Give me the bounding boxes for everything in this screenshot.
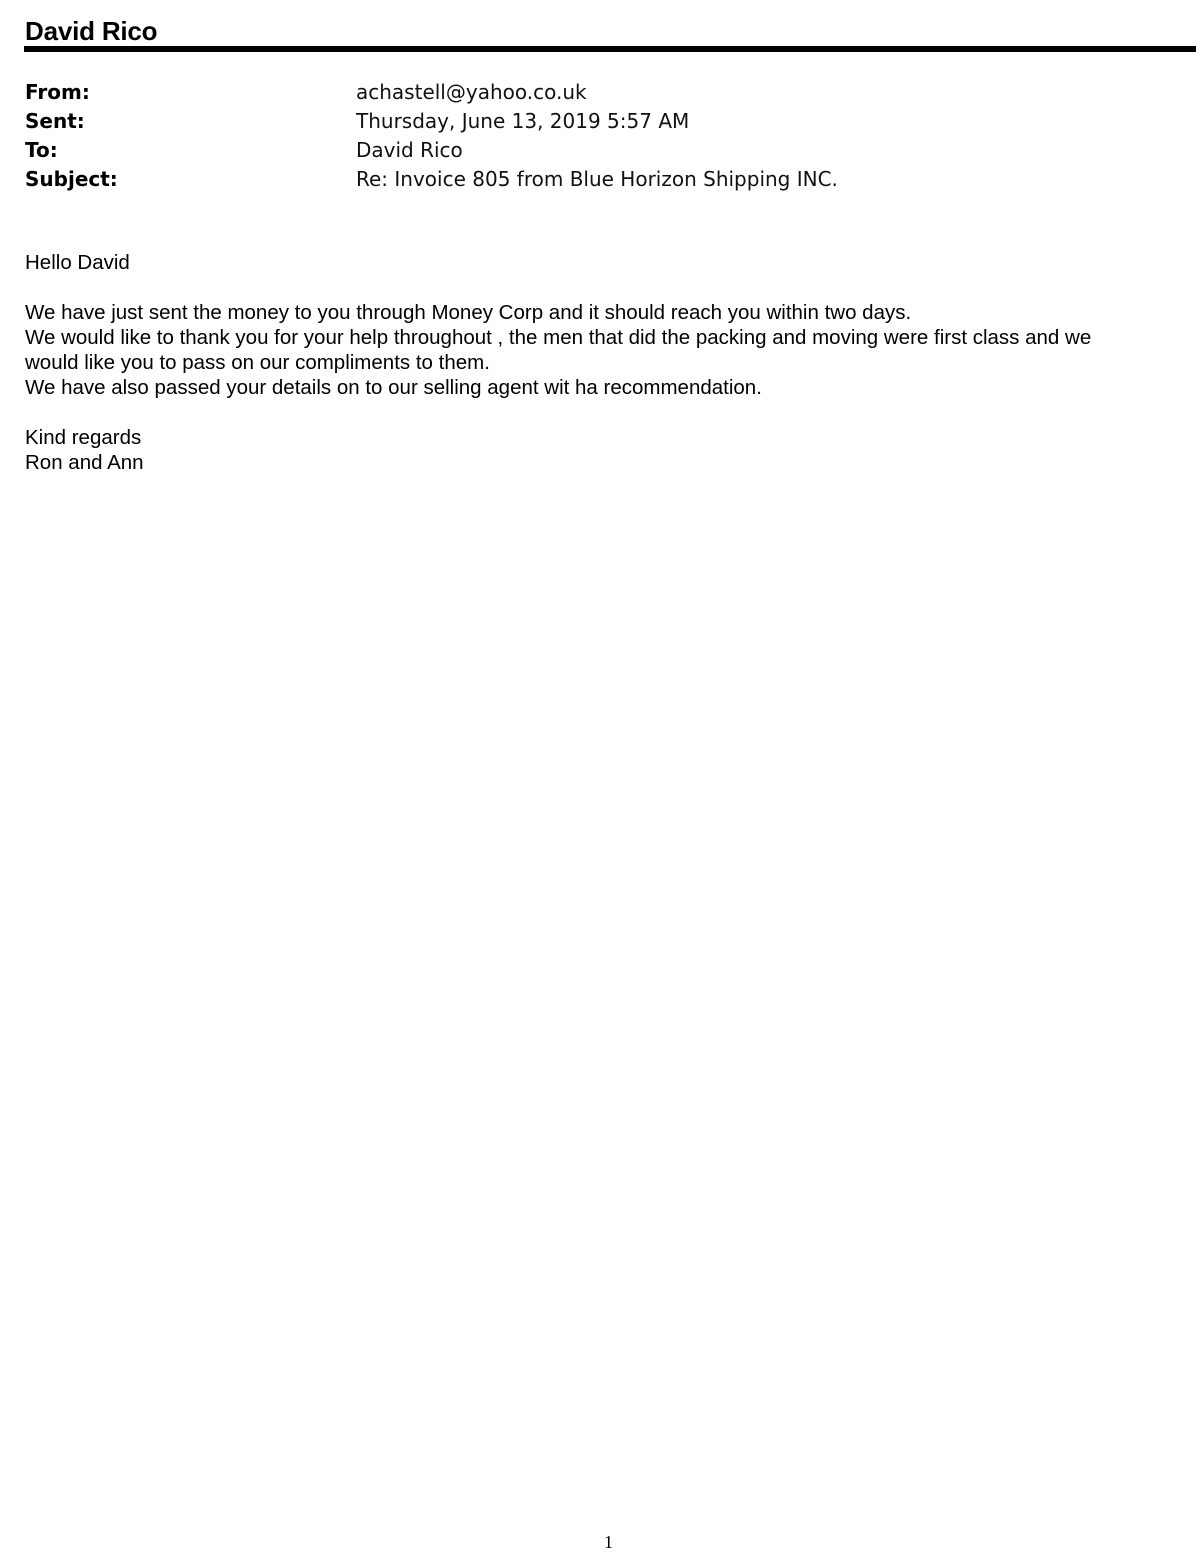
body-line: We would like to thank you for your help throughout , the men that did the packing and moving were first class and we — [25, 326, 1092, 349]
to-value: David Rico — [356, 138, 463, 162]
subject-row — [25, 165, 838, 194]
subject-label: Subject: — [25, 167, 118, 191]
sent-row — [25, 107, 838, 136]
subject-value: Re: Invoice 805 from Blue Horizon Shipping INC. — [356, 167, 838, 191]
print-header-title: David Rico — [25, 16, 158, 46]
message-body — [25, 250, 1175, 475]
body-line: would like you to pass on our compliments to them. — [25, 351, 490, 374]
sent-value: Thursday, June 13, 2019 5:57 AM — [356, 109, 690, 133]
to-row — [25, 136, 838, 165]
sent-label: Sent: — [25, 109, 85, 133]
body-line: We have just sent the money to you through Money Corp and it should reach you within two days. — [25, 301, 912, 324]
from-row — [25, 78, 838, 107]
paragraph-gap — [25, 275, 1175, 300]
title-divider — [24, 46, 1196, 52]
body-line: We have also passed your details on to our selling agent wit ha recommendation. — [25, 376, 762, 399]
from-value: achastell@yahoo.co.uk — [356, 80, 587, 104]
greeting: Hello David — [25, 251, 130, 274]
signature: Ron and Ann — [25, 451, 144, 474]
email-header — [25, 78, 838, 194]
to-label: To: — [25, 138, 58, 162]
signoff: Kind regards — [25, 426, 142, 449]
from-label: From: — [25, 80, 90, 104]
paragraph-gap — [25, 400, 1175, 425]
page-number: 1 — [604, 1532, 613, 1552]
